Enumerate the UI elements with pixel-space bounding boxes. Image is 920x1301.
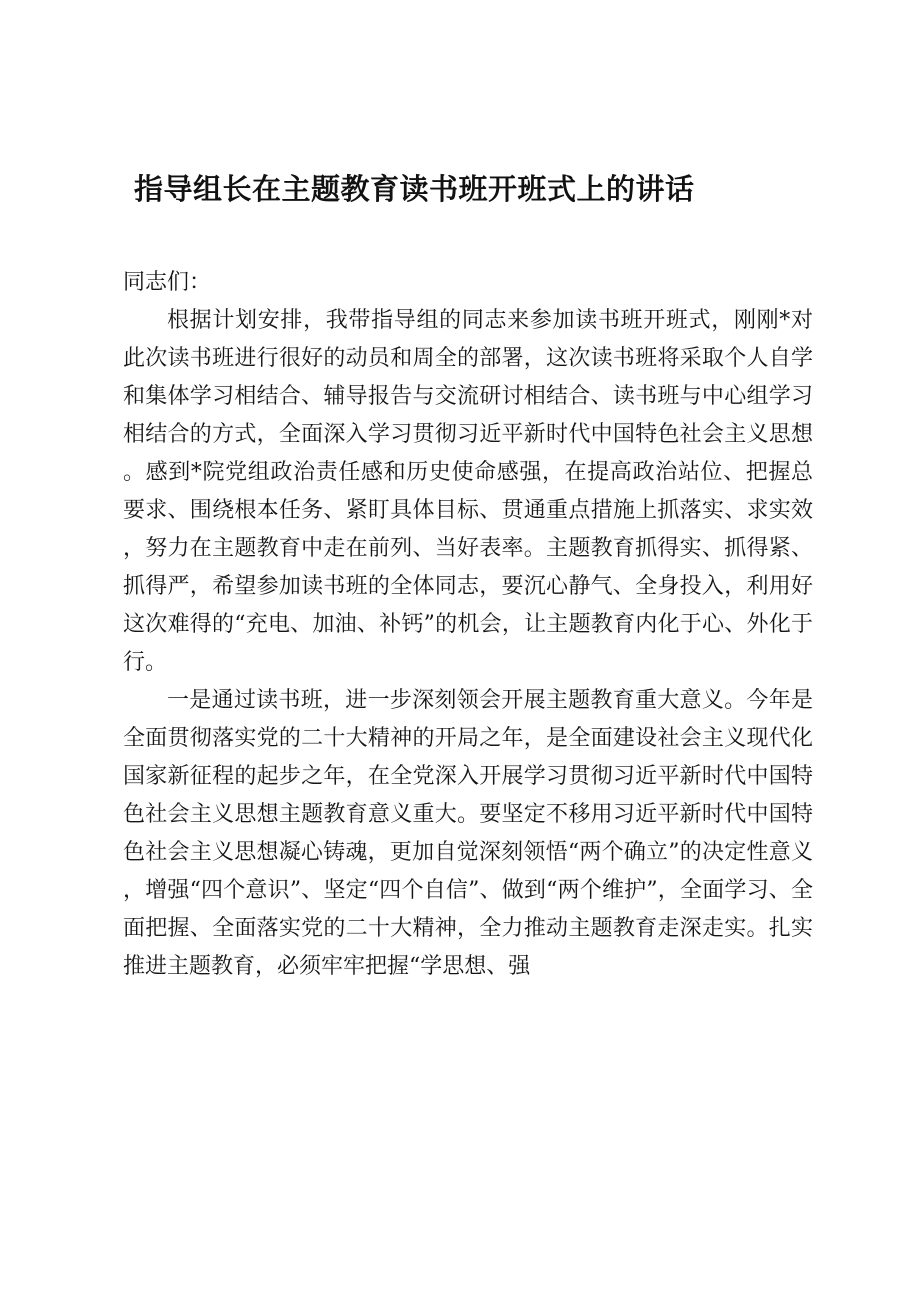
salutation: 同志们：: [123, 270, 212, 295]
paragraph-1: 根据计划安排，我带指导组的同志来参加读书班开班式，刚刚*对此次读书班进行很好的动员和周全的部署，这次读书班将采取个人自学和集体学习相结合、辅导报告与交流研讨相结合、读书班与中心组学习相结合的方式，全面深入学习贯彻习近平新时代中国特色社会主义思想。感到*院党组政治责任感和历史使命感强，在提高政治站位、把握总要求、围绕根本任务、紧盯具体目标、贯通重点措施上抓落实、求实效，努力在主题教育中走在前列、当好表率。主题教育抓得实、抓得紧、抓得严，希望参加读书班的全体同志，要沉心静气、全身投入，利用好这次难得的“充电、加油、补钙”的机会，让主题教育内化于心、外化于行。: [123, 308, 813, 675]
document-title: 指导组长在主题教育读书班开班式上的讲话: [134, 172, 695, 206]
document-body: [123, 264, 813, 986]
paragraph-2: 一是通过读书班，进一步深刻领会开展主题教育重大意义。今年是全面贯彻落实党的二十大精神的开局之年，是全面建设社会主义现代化国家新征程的起步之年，在全党深入开展学习贯彻习近平新时代中国特色社会主义思想主题教育意义重大。要坚定不移用习近平新时代中国特色社会主义思想凝心铸魂，更加自觉深刻领悟“两个确立”的决定性意义，增强“四个意识”、坚定“四个自信”、做到“两个维护”，全面学习、全面把握、全面落实党的二十大精神，全力推动主题教育走深走实。扎实推进主题教育，必须牢牢把握“学思想、强: [123, 688, 813, 979]
